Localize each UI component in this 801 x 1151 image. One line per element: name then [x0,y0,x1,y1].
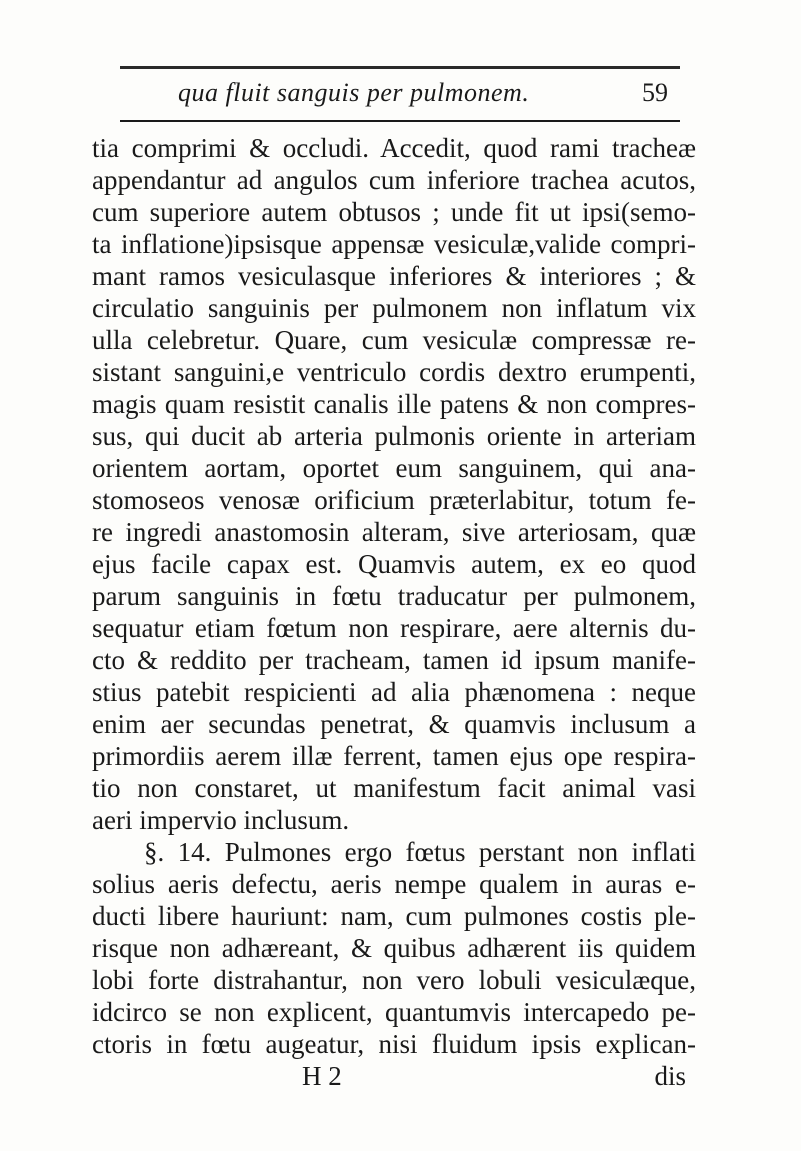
text-line: circulatio sanguinis per pulmonem non inflatum vix [92,293,696,323]
text-line: tia comprimi & occludi. Accedit, quod rami tracheæ [92,133,696,163]
text-line: aeri impervio inclusum. [92,805,350,835]
text-line: primordiis aerem illæ ferrent, tamen ejus ope respira- [92,741,696,771]
page-footer [92,1060,696,1092]
text-line: ulla celebretur. Quare, cum vesiculæ compressæ re- [92,325,696,355]
text-line: solius aeris defectu, aeris nempe qualem in auras e- [92,869,696,899]
text-line: ta inflatione)ipsisque appensæ vesiculæ,valide compri- [92,229,696,259]
signature-mark: H 2 [302,1061,342,1091]
running-title: qua fluit sanguis per pulmonem. [178,78,530,107]
text-line: idcirco se non explicent, quantumvis intercapedo pe- [92,997,696,1027]
paragraph-start-line: §. 14. Pulmones ergo fœtus perstant non inflati [144,837,696,867]
page-header [120,78,680,118]
text-line: re ingredi anastomosin alteram, sive arteriosam, quæ [92,517,696,547]
text-line: sus, qui ducit ab arteria pulmonis oriente in arteriam [92,421,696,451]
top-edge-line [120,66,680,69]
text-line: risque non adhæreant, & quibus adhærent iis quidem [92,933,696,963]
body-text [92,132,696,1092]
text-line: ducti libere hauriunt: nam, cum pulmones costis ple- [92,901,696,931]
page-number: 59 [642,78,668,107]
text-line: mant ramos vesiculasque inferiores & interiores ; & [92,261,696,291]
text-line: lobi forte distrahantur, non vero lobuli vesiculæque, [92,965,696,995]
text-line: stomoseos venosæ orificium præterlabitur, totum fe- [92,485,696,515]
text-line: stius patebit respicienti ad alia phænomena : neque [92,677,696,707]
text-line: enim aer secundas penetrat, & quamvis inclusum a [92,709,696,739]
text-line: parum sanguinis in fœtu traducatur per pulmonem, [92,581,696,611]
catchword: dis [654,1061,686,1091]
text-line: tio non constaret, ut manifestum facit animal vasi [92,773,696,803]
header-rule [120,120,680,122]
text-line: ejus facile capax est. Quamvis autem, ex eo quod [92,549,696,579]
text-line: sistant sanguini,e ventriculo cordis dextro erumpenti, [92,357,696,387]
text-line: cto & reddito per tracheam, tamen id ipsum manife- [92,645,696,675]
text-line: appendantur ad angulos cum inferiore trachea acutos, [92,165,696,195]
text-line: ctoris in fœtu augeatur, nisi fluidum ipsis explican- [92,1029,696,1059]
text-line: sequatur etiam fœtum non respirare, aere alternis du- [92,613,696,643]
text-line: magis quam resistit canalis ille patens & non compres- [92,389,696,419]
text-line: cum superiore autem obtusos ; unde fit ut ipsi(semo- [92,197,696,227]
text-line: orientem aortam, oportet eum sanguinem, qui ana- [92,453,696,483]
